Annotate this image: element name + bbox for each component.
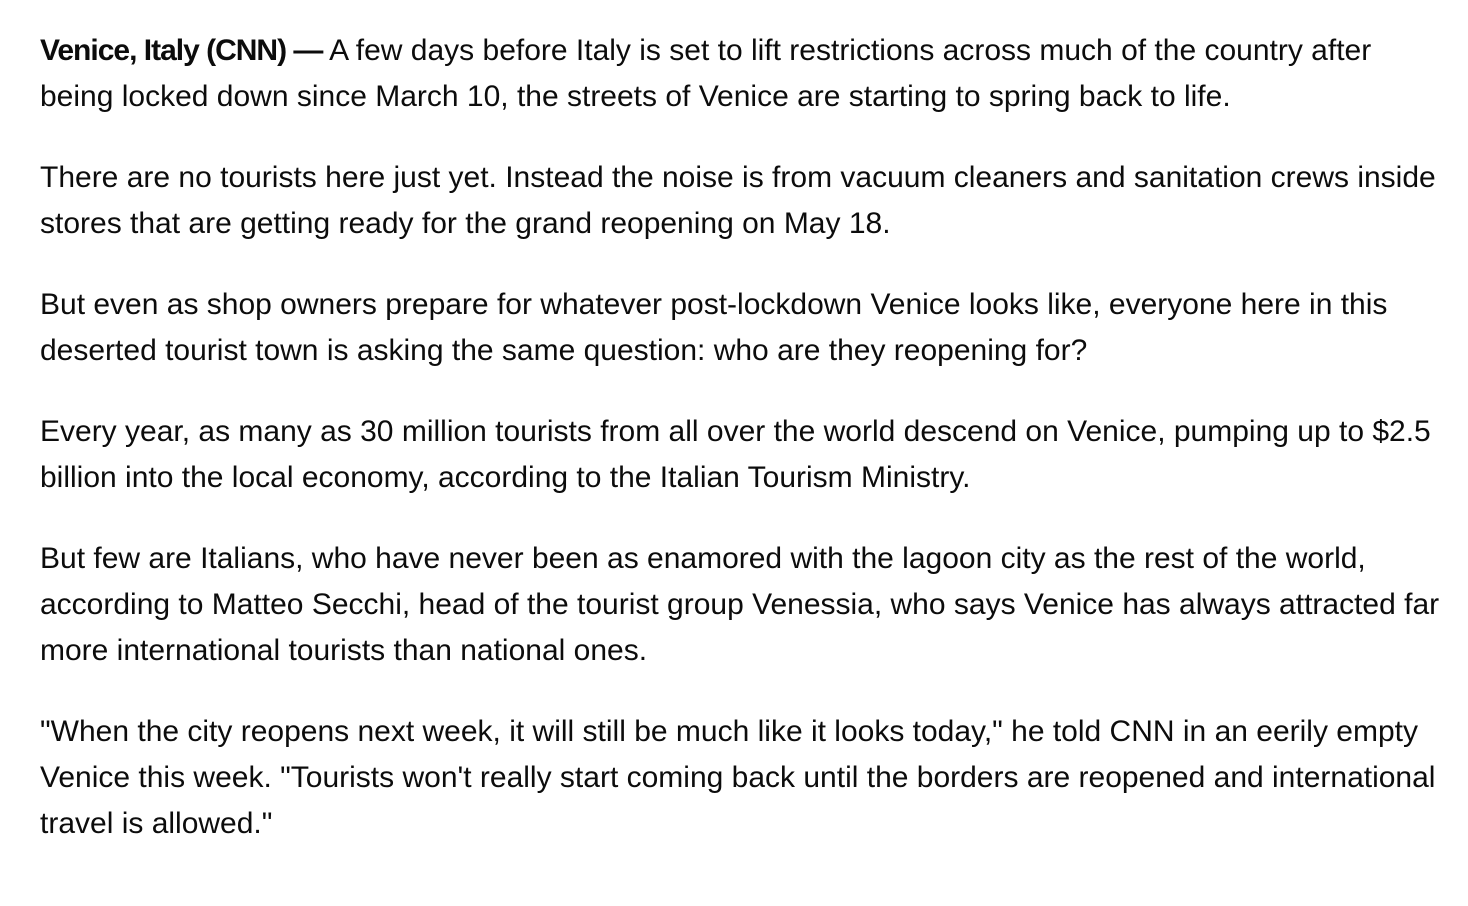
- article-lead-paragraph: [40, 28, 1440, 120]
- article-paragraph: There are no tourists here just yet. Instead the noise is from vacuum cleaners and sanitation crews inside stores that are getting ready for the grand reopening on May 18.: [40, 161, 1436, 240]
- article-body: [40, 28, 1440, 882]
- article-paragraph: Every year, as many as 30 million tourists from all over the world descend on Venice, pumping up to $2.5 billion into the local economy, according to the Italian Tourism Ministry.: [40, 415, 1431, 494]
- article-paragraph: But few are Italians, who have never been as enamored with the lagoon city as the rest of the world, according to Matteo Secchi, head of the tourist group Venessia, who says Venice has always attracted far more international tourists than national ones.: [40, 542, 1440, 667]
- dateline: Venice, Italy (CNN) —: [40, 34, 323, 67]
- article-paragraph: But even as shop owners prepare for whatever post-lockdown Venice looks like, everyone here in this deserted tourist town is asking the same question: who are they reopening for?: [40, 288, 1388, 367]
- lead-text: A few days before Italy is set to lift restrictions across much of the country after being locked down since March 10, the streets of Venice are starting to spring back to life.: [40, 34, 1372, 113]
- article-paragraph: "When the city reopens next week, it will still be much like it looks today," he told CNN in an eerily empty Venice this week. "Tourists won't really start coming back until the borders are reopened and international travel is allowed.": [40, 715, 1436, 840]
